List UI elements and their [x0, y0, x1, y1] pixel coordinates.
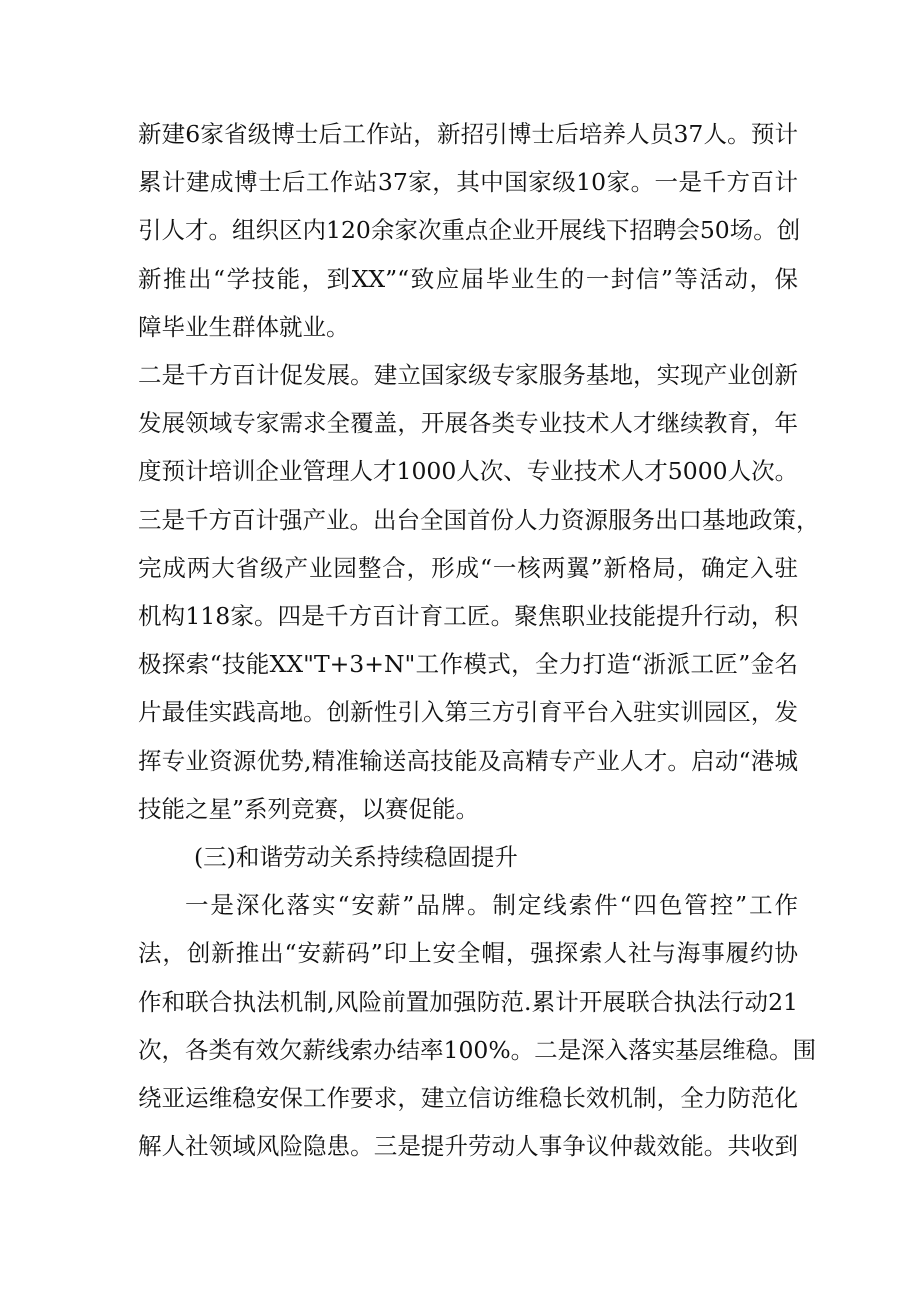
- text-line: 三是千方百计强产业。出台全国首份人力资源服务出口基地政策，: [138, 505, 820, 534]
- text-line: 完成两大省级产业园整合，形成“一核两翼”新格局，确定入驻: [138, 553, 798, 582]
- text-line: 障毕业生群体就业。: [138, 312, 350, 341]
- text-line: 新推出“学技能，到XX”“致应届毕业生的一封信”等活动，保: [138, 264, 798, 293]
- text-line: 新建6家省级博士后工作站，新招引博士后培养人员37人。预计: [138, 120, 798, 148]
- text-line: 解人社领域风险隐患。三是提升劳动人事争议仲裁效能。共收到: [138, 1132, 798, 1161]
- text-line: 法，创新推出“安薪码”印上安全帽，强探索人社与海事履约协: [138, 939, 798, 968]
- section-heading: (三)和谐劳动关系持续稳固提升: [194, 843, 518, 872]
- text-line: 一是深化落实“安薪”品牌。制定线索件“四色管控”工作: [185, 891, 798, 920]
- text-line: 作和联合执法机制,风险前置加强防范.累计开展联合执法行动21: [138, 987, 798, 1016]
- text-line: 度预计培训企业管理人才1000人次、专业技术人才5000人次。: [138, 457, 799, 486]
- text-line: 极探索“技能XX"T+3+N"工作模式，全力打造“浙派工匠”金名: [138, 650, 798, 679]
- text-line: 片最佳实践高地。创新性引入第三方引育平台入驻实训园区，发: [138, 698, 798, 727]
- text-line: 机构118家。四是千方百计育工匠。聚焦职业技能提升行动，积: [138, 602, 798, 631]
- text-line: 绕亚运维稳安保工作要求，建立信访维稳长效机制，全力防范化: [138, 1084, 798, 1113]
- text-line: 累计建成博士后工作站37家，其中国家级10家。一是千方百计: [138, 168, 798, 197]
- text-line: 发展领域专家需求全覆盖，开展各类专业技术人才继续教育，年: [138, 409, 798, 438]
- text-line: 技能之星”系列竞赛，以赛促能。: [138, 794, 480, 823]
- document-body: [138, 110, 820, 1170]
- text-line: 引人才。组织区内120余家次重点企业开展线下招聘会50场。创: [138, 216, 801, 245]
- text-line: 二是千方百计促发展。建立国家级专家服务基地，实现产业创新: [138, 361, 798, 390]
- paragraph-labor-relations: [138, 881, 817, 1170]
- text-line: 挥专业资源优势,精准输送高技能及高精专产业人才。启动“港城: [138, 746, 798, 775]
- text-line: 次，各类有效欠薪线索办结率100%。二是深入落实基层维稳。围: [138, 1035, 817, 1064]
- paragraph-development-industry: [138, 351, 820, 833]
- paragraph-postdoc-talent: [138, 110, 801, 351]
